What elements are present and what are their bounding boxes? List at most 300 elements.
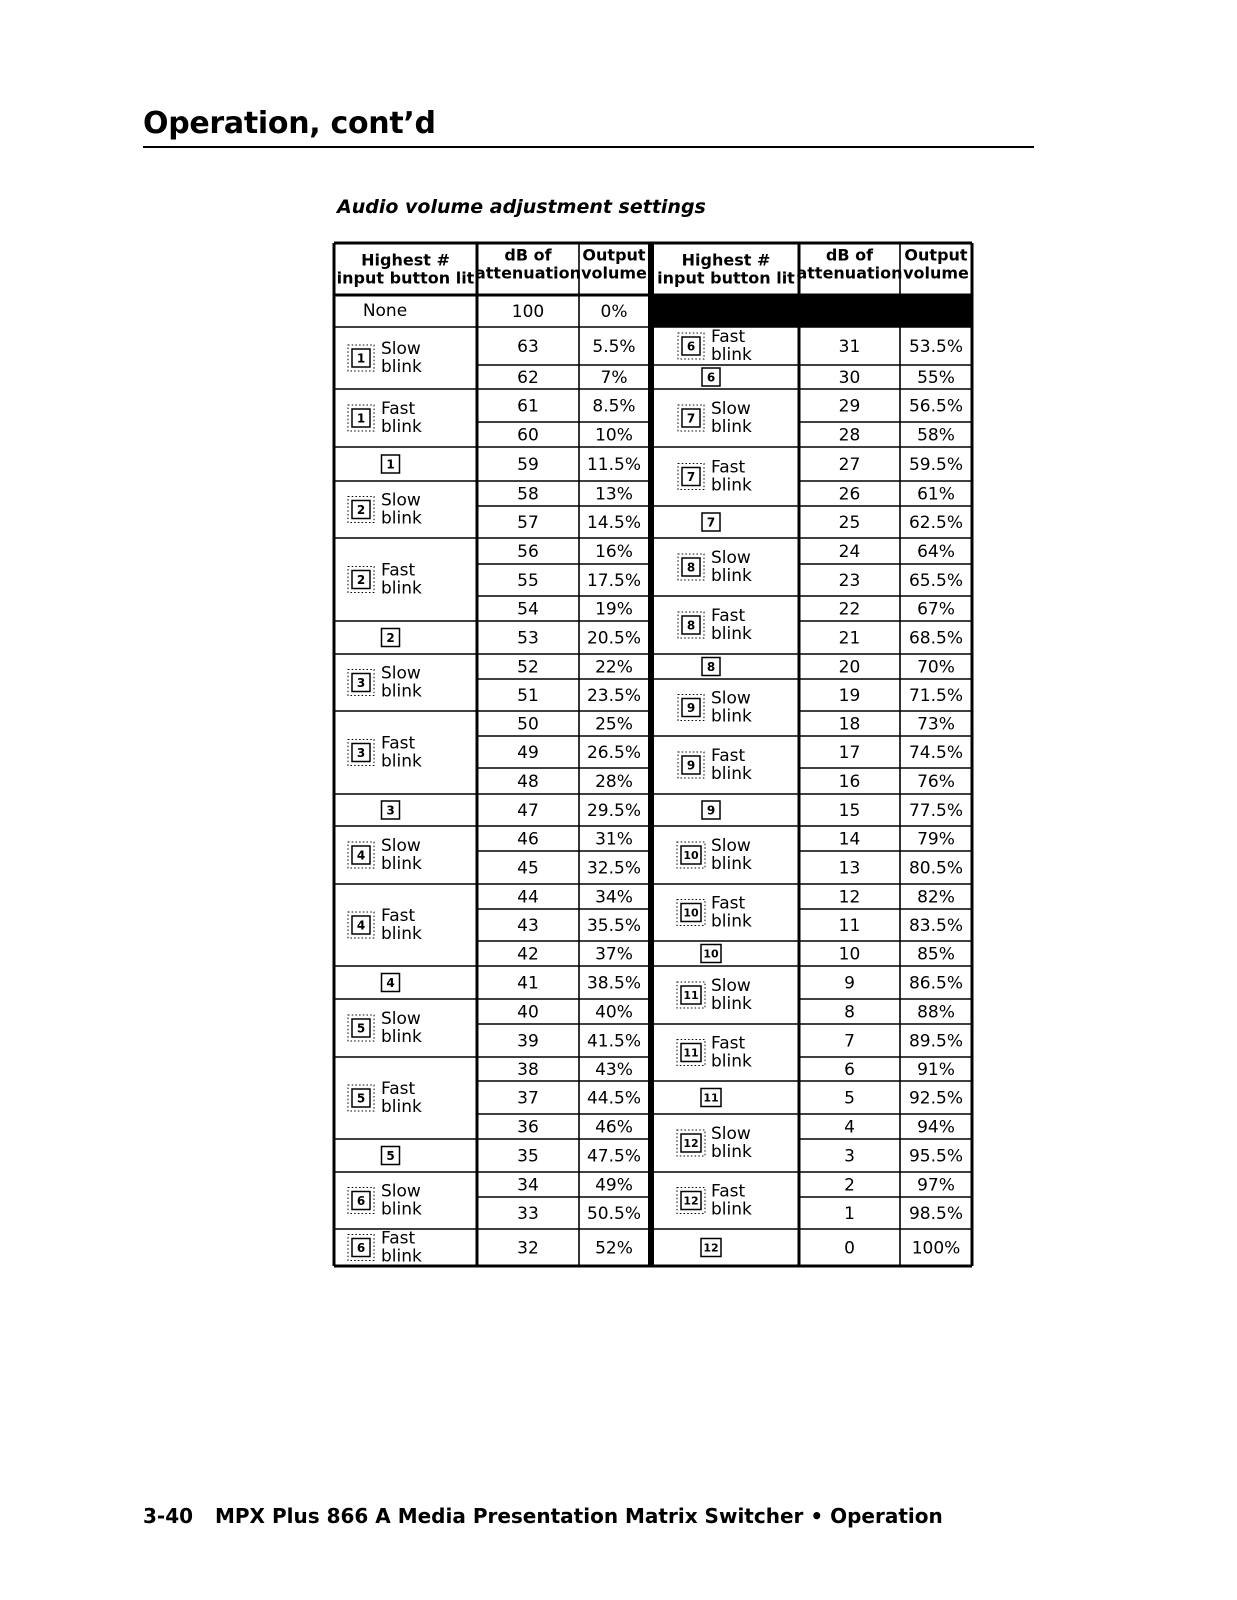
output-volume-cell: 13% bbox=[595, 484, 633, 505]
output-volume-cell: 41.5% bbox=[586, 1031, 642, 1052]
header-db-left-line2: attenuation bbox=[474, 263, 582, 283]
db-attenuation-cell: 14 bbox=[838, 829, 861, 850]
svg-text:4: 4 bbox=[386, 976, 395, 990]
blinking-button-icon bbox=[348, 842, 374, 868]
svg-text:6: 6 bbox=[356, 1241, 366, 1255]
db-attenuation-cell: 4 bbox=[844, 1117, 855, 1138]
svg-text:5: 5 bbox=[356, 1021, 366, 1036]
output-volume-cell: 46% bbox=[595, 1117, 633, 1138]
db-attenuation-cell: 25 bbox=[838, 513, 861, 533]
fast-label: Fast bbox=[381, 1079, 416, 1099]
output-volume-cell: 98.5% bbox=[908, 1204, 964, 1224]
svg-text:8: 8 bbox=[686, 618, 696, 633]
header-button-right bbox=[657, 251, 795, 288]
db-attenuation-cell: 33 bbox=[517, 1204, 539, 1224]
slow-label: Slow bbox=[711, 976, 751, 996]
lit-button-icon bbox=[702, 801, 720, 819]
button-state-cell bbox=[348, 561, 422, 599]
db-attenuation-cell: 63 bbox=[517, 337, 539, 357]
svg-text:12: 12 bbox=[703, 1241, 719, 1255]
blink-label: blink bbox=[381, 751, 422, 772]
button-state-cell bbox=[678, 327, 752, 365]
svg-text:2: 2 bbox=[356, 503, 366, 517]
output-volume-cell: 14.5% bbox=[586, 513, 642, 533]
db-attenuation-cell: 13 bbox=[838, 858, 861, 879]
svg-text:2: 2 bbox=[356, 573, 366, 587]
button-state-cell bbox=[348, 734, 422, 772]
blinking-button-icon bbox=[348, 497, 374, 523]
db-attenuation-cell: 48 bbox=[517, 772, 539, 792]
blinking-button-icon bbox=[677, 1040, 705, 1066]
slow-label: Slow bbox=[381, 339, 421, 359]
output-volume-cell: 97% bbox=[917, 1175, 955, 1196]
svg-text:2: 2 bbox=[386, 631, 395, 645]
header-button-right-line2: input button lit bbox=[657, 268, 795, 288]
lit-button-icon bbox=[382, 1147, 400, 1165]
db-attenuation-cell: 29 bbox=[838, 396, 861, 417]
svg-text:12: 12 bbox=[683, 1194, 699, 1208]
db-attenuation-cell: 45 bbox=[517, 858, 539, 879]
header-db-right-line1: dB of bbox=[825, 245, 874, 265]
db-attenuation-cell: 18 bbox=[838, 714, 861, 735]
output-volume-cell: 17.5% bbox=[586, 571, 642, 591]
header-button-right-line1: Highest # bbox=[681, 250, 771, 270]
header-volume-right-line1: Output bbox=[904, 245, 968, 265]
slow-label: Slow bbox=[381, 1181, 421, 1202]
footer-page-number: 3-40 bbox=[143, 1504, 194, 1528]
blinking-button-icon bbox=[677, 1130, 705, 1156]
output-volume-cell: 68.5% bbox=[908, 628, 964, 649]
svg-text:10: 10 bbox=[703, 947, 719, 961]
button-state-cell bbox=[677, 1034, 752, 1072]
header-volume-left-line2: volume bbox=[581, 263, 647, 283]
fast-label: Fast bbox=[711, 893, 746, 914]
db-attenuation-cell: 7 bbox=[844, 1031, 855, 1052]
button-state-cell bbox=[348, 906, 422, 944]
fast-label: Fast bbox=[711, 327, 746, 347]
db-attenuation-cell: 50 bbox=[517, 714, 539, 735]
blinking-button-icon bbox=[348, 670, 374, 696]
db-attenuation-cell: 56 bbox=[517, 542, 539, 562]
header-volume-left-line1: Output bbox=[582, 245, 646, 265]
output-volume-cell: 7% bbox=[600, 368, 628, 388]
button-state-cell bbox=[677, 836, 752, 874]
slow-label: Slow bbox=[711, 548, 751, 568]
blinking-button-icon bbox=[677, 982, 705, 1008]
lit-button-icon bbox=[702, 658, 720, 676]
blink-label: blink bbox=[381, 508, 422, 529]
button-state-cell bbox=[348, 339, 422, 377]
output-volume-cell: 44.5% bbox=[586, 1088, 642, 1109]
svg-text:1: 1 bbox=[356, 351, 366, 366]
svg-text:1: 1 bbox=[356, 411, 366, 426]
header-db-left bbox=[475, 246, 581, 283]
db-attenuation-cell: 15 bbox=[838, 801, 861, 821]
blink-label: blink bbox=[711, 911, 752, 932]
output-volume-cell: 35.5% bbox=[586, 916, 642, 936]
output-volume-cell: 91% bbox=[917, 1060, 955, 1080]
button-state-cell bbox=[702, 513, 720, 531]
button-state-cell bbox=[677, 1124, 752, 1162]
button-state-cell bbox=[678, 746, 752, 784]
slow-label: Slow bbox=[711, 1124, 751, 1144]
svg-text:7: 7 bbox=[686, 411, 696, 426]
button-state-cell bbox=[702, 368, 720, 386]
button-state-cell bbox=[678, 689, 752, 727]
blinking-button-icon bbox=[677, 842, 705, 868]
footer-text: MPX Plus 866 A Media Presentation Matrix Switcher • Operation bbox=[215, 1504, 943, 1528]
db-attenuation-cell: 9 bbox=[844, 973, 855, 994]
blinking-button-icon bbox=[348, 1235, 374, 1261]
button-state-cell bbox=[678, 606, 752, 644]
lit-button-icon bbox=[701, 945, 721, 963]
output-volume-cell: 50.5% bbox=[586, 1204, 642, 1224]
output-volume-cell: 28% bbox=[595, 772, 633, 792]
db-attenuation-cell: 35 bbox=[517, 1146, 539, 1167]
output-volume-cell: 59.5% bbox=[908, 455, 964, 475]
button-state-cell bbox=[348, 664, 422, 702]
output-volume-cell: 70% bbox=[917, 657, 955, 678]
db-attenuation-cell: 61 bbox=[517, 396, 539, 417]
db-attenuation-cell: 23 bbox=[838, 571, 861, 591]
output-volume-cell: 38.5% bbox=[586, 973, 642, 994]
svg-text:3: 3 bbox=[386, 803, 395, 818]
db-attenuation-cell: 40 bbox=[517, 1002, 539, 1023]
blinking-button-icon bbox=[678, 405, 704, 431]
output-volume-cell: 43% bbox=[595, 1060, 633, 1080]
blink-label: blink bbox=[381, 924, 422, 944]
output-volume-cell: 32.5% bbox=[586, 858, 642, 879]
blink-label: blink bbox=[711, 1051, 752, 1072]
blinking-button-icon bbox=[678, 752, 704, 778]
button-state-cell bbox=[678, 548, 752, 586]
button-state-cell bbox=[678, 458, 752, 496]
output-volume-cell: 37% bbox=[595, 944, 633, 965]
blink-label: blink bbox=[711, 994, 752, 1014]
blink-label: blink bbox=[711, 1199, 752, 1220]
lit-button-icon bbox=[382, 974, 400, 992]
svg-text:6: 6 bbox=[356, 1194, 366, 1208]
slow-label: Slow bbox=[711, 836, 751, 856]
output-volume-cell: 16% bbox=[595, 542, 633, 562]
header-db-right-line2: attenuation bbox=[796, 263, 903, 283]
db-attenuation-cell: 47 bbox=[517, 801, 539, 821]
db-attenuation-cell: 12 bbox=[838, 887, 861, 908]
db-attenuation-cell: 32 bbox=[517, 1238, 539, 1259]
button-state-cell bbox=[348, 1229, 422, 1267]
db-attenuation-cell: 55 bbox=[517, 571, 539, 591]
svg-text:3: 3 bbox=[356, 746, 366, 760]
blinking-button-icon bbox=[678, 612, 704, 638]
db-attenuation-cell: 28 bbox=[838, 425, 861, 446]
db-attenuation-cell: 51 bbox=[517, 686, 539, 706]
db-attenuation-cell: 30 bbox=[838, 368, 861, 388]
svg-text:4: 4 bbox=[356, 848, 366, 863]
output-volume-cell: 73% bbox=[917, 714, 955, 735]
fast-label: Fast bbox=[711, 606, 746, 626]
header-db-right bbox=[796, 246, 902, 283]
output-volume-cell: 0% bbox=[600, 302, 628, 322]
output-volume-cell: 23.5% bbox=[586, 686, 642, 706]
fast-label: Fast bbox=[711, 457, 746, 478]
fast-label: Fast bbox=[711, 1181, 746, 1202]
button-state-cell bbox=[382, 974, 400, 992]
blink-label: blink bbox=[381, 417, 422, 437]
button-state-cell bbox=[348, 836, 422, 874]
fast-label: Fast bbox=[381, 733, 416, 754]
blinking-button-icon bbox=[678, 554, 704, 580]
db-attenuation-cell: 49 bbox=[517, 743, 539, 763]
blinking-button-icon bbox=[348, 1015, 374, 1041]
header-button-left-line1: Highest # bbox=[361, 250, 450, 270]
blinking-button-icon bbox=[677, 1188, 705, 1214]
slow-label: Slow bbox=[711, 688, 751, 709]
svg-text:10: 10 bbox=[683, 906, 699, 920]
output-volume-cell: 49% bbox=[595, 1175, 633, 1196]
db-attenuation-cell: 57 bbox=[517, 513, 539, 533]
button-state-cell bbox=[382, 629, 400, 647]
db-attenuation-cell: 3 bbox=[844, 1146, 855, 1167]
svg-text:6: 6 bbox=[686, 339, 696, 354]
center-divider bbox=[648, 243, 654, 1266]
svg-text:11: 11 bbox=[683, 1046, 699, 1060]
db-attenuation-cell: 8 bbox=[844, 1002, 855, 1023]
blink-label: blink bbox=[381, 357, 422, 377]
button-state-cell bbox=[701, 1239, 721, 1257]
fast-label: Fast bbox=[711, 746, 746, 766]
blink-label: blink bbox=[711, 624, 752, 644]
db-attenuation-cell: 20 bbox=[838, 657, 861, 678]
db-attenuation-cell: 26 bbox=[838, 484, 861, 505]
fast-label: Fast bbox=[381, 399, 416, 419]
output-volume-cell: 88% bbox=[917, 1002, 955, 1023]
header-volume-right bbox=[903, 246, 969, 283]
fast-label: Fast bbox=[381, 906, 416, 926]
svg-text:9: 9 bbox=[686, 701, 696, 715]
output-volume-cell: 82% bbox=[917, 887, 955, 908]
button-state-cell bbox=[677, 1182, 752, 1220]
output-volume-cell: 83.5% bbox=[908, 916, 964, 936]
blink-label: blink bbox=[381, 1246, 422, 1267]
blink-label: blink bbox=[381, 578, 422, 599]
output-volume-cell: 47.5% bbox=[586, 1146, 642, 1167]
header-volume-right-line2: volume bbox=[903, 263, 969, 283]
button-state-cell bbox=[677, 894, 752, 932]
slow-label: Slow bbox=[711, 399, 751, 419]
table-caption: Audio volume adjustment settings bbox=[337, 196, 706, 218]
button-state-cell bbox=[382, 455, 400, 473]
button-state-cell bbox=[348, 399, 422, 437]
db-attenuation-cell: 2 bbox=[844, 1175, 855, 1196]
db-attenuation-cell: 58 bbox=[517, 484, 539, 505]
button-state-cell bbox=[702, 658, 720, 676]
blink-label: blink bbox=[711, 475, 752, 496]
blinking-button-icon bbox=[348, 1188, 374, 1214]
button-state-cell bbox=[348, 491, 422, 529]
slow-label: Slow bbox=[381, 490, 421, 511]
button-state-cell bbox=[382, 801, 400, 819]
db-attenuation-cell: 31 bbox=[838, 337, 861, 357]
blinking-button-icon bbox=[348, 912, 374, 938]
output-volume-cell: 85% bbox=[917, 944, 955, 965]
db-attenuation-cell: 42 bbox=[517, 944, 539, 965]
blink-label: blink bbox=[711, 854, 752, 874]
svg-text:6: 6 bbox=[706, 370, 716, 385]
fast-label: Fast bbox=[381, 1228, 416, 1249]
blinking-button-icon bbox=[348, 345, 374, 371]
lit-button-icon bbox=[702, 368, 720, 386]
db-attenuation-cell: 10 bbox=[838, 944, 861, 965]
output-volume-cell: 76% bbox=[917, 772, 955, 792]
blinking-button-icon bbox=[678, 464, 704, 490]
lit-button-icon bbox=[701, 1239, 721, 1257]
db-attenuation-cell: 54 bbox=[517, 599, 539, 620]
none-label: None bbox=[362, 301, 408, 321]
button-state-cell bbox=[701, 1089, 721, 1107]
db-attenuation-cell: 1 bbox=[844, 1204, 855, 1224]
blinking-button-icon bbox=[678, 333, 704, 359]
blink-label: blink bbox=[711, 566, 752, 586]
db-attenuation-cell: 24 bbox=[838, 542, 861, 562]
output-volume-cell: 61% bbox=[917, 484, 955, 505]
db-attenuation-cell: 62 bbox=[517, 368, 539, 388]
svg-text:3: 3 bbox=[356, 676, 366, 690]
lit-button-icon bbox=[701, 1089, 721, 1107]
db-attenuation-cell: 5 bbox=[844, 1088, 855, 1109]
output-volume-cell: 29.5% bbox=[586, 801, 642, 821]
lit-button-icon bbox=[382, 801, 400, 819]
button-state-cell bbox=[701, 945, 721, 963]
db-attenuation-cell: 19 bbox=[838, 686, 861, 706]
svg-text:8: 8 bbox=[706, 660, 716, 674]
output-volume-cell: 52% bbox=[595, 1238, 633, 1259]
svg-text:12: 12 bbox=[683, 1137, 699, 1150]
db-attenuation-cell: 27 bbox=[838, 455, 861, 475]
output-volume-cell: 40% bbox=[595, 1002, 633, 1023]
output-volume-cell: 65.5% bbox=[908, 571, 964, 591]
header-db-left-line1: dB of bbox=[504, 245, 552, 265]
output-volume-cell: 62.5% bbox=[908, 513, 964, 533]
blank-black-row bbox=[653, 295, 972, 327]
button-state-cell bbox=[382, 1147, 400, 1165]
blink-label: blink bbox=[711, 764, 752, 784]
button-state-cell bbox=[677, 976, 752, 1014]
page-footer bbox=[143, 1504, 943, 1528]
button-state-cell bbox=[653, 295, 972, 327]
output-volume-cell: 86.5% bbox=[908, 973, 964, 994]
slow-label: Slow bbox=[381, 1009, 421, 1029]
db-attenuation-cell: 44 bbox=[517, 887, 539, 908]
header-volume-left bbox=[581, 246, 647, 283]
blink-label: blink bbox=[381, 1097, 422, 1117]
output-volume-cell: 67% bbox=[917, 599, 955, 620]
output-volume-cell: 79% bbox=[917, 829, 955, 850]
output-volume-cell: 58% bbox=[917, 425, 955, 446]
db-attenuation-cell: 60 bbox=[517, 425, 539, 446]
blinking-button-icon bbox=[348, 405, 374, 431]
button-state-cell bbox=[702, 801, 720, 819]
db-attenuation-cell: 36 bbox=[517, 1117, 539, 1138]
db-attenuation-cell: 46 bbox=[517, 829, 539, 850]
svg-text:9: 9 bbox=[706, 803, 716, 818]
button-state-cell bbox=[363, 301, 407, 321]
db-attenuation-cell: 6 bbox=[844, 1060, 855, 1080]
output-volume-cell: 19% bbox=[595, 599, 633, 620]
output-volume-cell: 100% bbox=[911, 1238, 961, 1259]
header-button-left bbox=[337, 251, 475, 288]
blinking-button-icon bbox=[348, 740, 374, 766]
output-volume-cell: 71.5% bbox=[908, 686, 964, 706]
output-volume-cell: 53.5% bbox=[908, 337, 964, 357]
output-volume-cell: 64% bbox=[917, 542, 955, 562]
svg-text:7: 7 bbox=[706, 515, 716, 530]
db-attenuation-cell: 52 bbox=[517, 657, 539, 678]
slow-label: Slow bbox=[381, 836, 421, 856]
db-attenuation-cell: 41 bbox=[517, 973, 539, 994]
blink-label: blink bbox=[711, 1142, 752, 1162]
db-attenuation-cell: 0 bbox=[844, 1238, 855, 1259]
db-attenuation-cell: 38 bbox=[517, 1060, 539, 1080]
output-volume-cell: 8.5% bbox=[592, 396, 636, 417]
blinking-button-icon bbox=[677, 900, 705, 926]
button-state-cell bbox=[678, 399, 752, 437]
lit-button-icon bbox=[382, 455, 400, 473]
page-title: Operation, cont’d bbox=[143, 106, 436, 141]
svg-text:10: 10 bbox=[683, 849, 699, 862]
db-attenuation-cell: 100 bbox=[511, 302, 545, 322]
svg-text:7: 7 bbox=[686, 470, 696, 484]
db-attenuation-cell: 16 bbox=[838, 772, 861, 792]
svg-text:8: 8 bbox=[686, 560, 696, 575]
blinking-button-icon bbox=[348, 567, 374, 593]
button-state-cell bbox=[348, 1009, 422, 1047]
button-state-cell bbox=[348, 1079, 422, 1117]
svg-text:5: 5 bbox=[386, 1149, 395, 1163]
svg-text:9: 9 bbox=[686, 758, 696, 773]
blink-label: blink bbox=[381, 681, 422, 702]
output-volume-cell: 20.5% bbox=[586, 628, 642, 649]
db-attenuation-cell: 11 bbox=[838, 916, 861, 936]
output-volume-cell: 22% bbox=[595, 657, 633, 678]
header-button-left-line2: input button lit bbox=[336, 268, 475, 288]
db-attenuation-cell: 53 bbox=[517, 628, 539, 649]
output-volume-cell: 74.5% bbox=[908, 743, 964, 763]
output-volume-cell: 92.5% bbox=[908, 1088, 964, 1109]
blink-label: blink bbox=[381, 1027, 422, 1047]
svg-text:1: 1 bbox=[386, 457, 395, 472]
db-attenuation-cell: 22 bbox=[838, 599, 861, 620]
blink-label: blink bbox=[711, 706, 752, 727]
output-volume-cell: 5.5% bbox=[592, 337, 636, 357]
db-attenuation-cell: 17 bbox=[838, 743, 861, 763]
output-volume-cell: 10% bbox=[595, 425, 633, 446]
svg-text:4: 4 bbox=[356, 918, 366, 933]
button-state-cell bbox=[348, 1182, 422, 1220]
lit-button-icon bbox=[382, 629, 400, 647]
output-volume-cell: 25% bbox=[595, 714, 633, 735]
output-volume-cell: 94% bbox=[917, 1117, 955, 1138]
output-volume-cell: 34% bbox=[595, 887, 633, 908]
db-attenuation-cell: 34 bbox=[517, 1175, 539, 1196]
output-volume-cell: 89.5% bbox=[908, 1031, 964, 1052]
output-volume-cell: 11.5% bbox=[586, 455, 642, 475]
output-volume-cell: 56.5% bbox=[908, 396, 964, 417]
output-volume-cell: 95.5% bbox=[908, 1146, 964, 1167]
blinking-button-icon bbox=[348, 1085, 374, 1111]
blink-label: blink bbox=[711, 417, 752, 437]
db-attenuation-cell: 43 bbox=[517, 916, 539, 936]
blink-label: blink bbox=[381, 854, 422, 874]
